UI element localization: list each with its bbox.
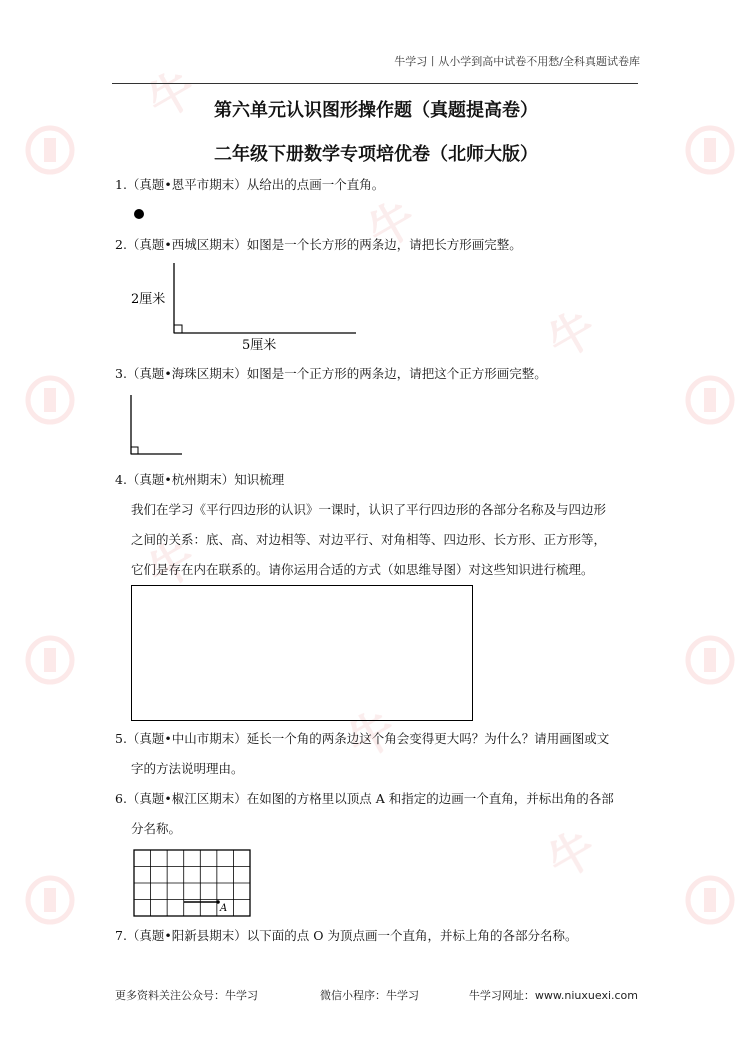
- question-5: 5.（真题•中山市期末）延长一个角的两条边这个角会变得更大吗？为什么？请用画图或文: [115, 731, 610, 746]
- question-4-body-line: 之间的关系：底、高、对边相等、对边平行、对角相等、四边形、长方形、正方形等，: [131, 532, 607, 547]
- footer-right: 牛学习网址：www.niuxuexi.com: [468, 989, 638, 1002]
- q1-point-figure: [130, 205, 150, 225]
- page-title: 第六单元认识图形操作题（真题提高卷）: [214, 100, 538, 121]
- footer-left: 更多资料关注公众号：牛学习: [115, 989, 258, 1002]
- q3-right-angle-mark: [131, 447, 138, 454]
- question-4-body-line: 它们是存在内在联系的。请你运用合适的方式（如思维导图）对这些知识进行梳理。: [131, 562, 594, 577]
- q2-right-angle-mark: [174, 325, 182, 333]
- question-6: 6.（真题•椒江区期末）在如图的方格里以顶点 A 和指定的边画一个直角，并标出角的各部: [115, 791, 614, 806]
- q6-grid-lines: [134, 850, 250, 916]
- question-7: 7.（真题•阳新县期末）以下面的点 O 为顶点画一个直角，并标上角的各部分名称。: [115, 928, 578, 943]
- page-subtitle: 二年级下册数学专项培优卷（北师大版）: [214, 144, 538, 165]
- watermark-char: 牛: [538, 819, 606, 890]
- q2-label-bottom: 5厘米: [242, 338, 277, 353]
- watermark-char: 牛: [138, 529, 206, 600]
- header-divider: [112, 83, 638, 84]
- question-5-continuation: 字的方法说明理由。: [131, 761, 244, 776]
- question-4: 4.（真题•杭州期末）知识梳理: [115, 472, 285, 487]
- q2-label-side: 2厘米: [131, 292, 166, 307]
- footer-middle: 微信小程序：牛学习: [320, 989, 419, 1002]
- watermark-char: 牛: [338, 699, 406, 770]
- question-6-continuation: 分名称。: [131, 821, 182, 836]
- watermark-char: 牛: [138, 59, 206, 130]
- question-3: 3.（真题•海珠区期末）如图是一个正方形的两条边，请把这个正方形画完整。: [115, 366, 547, 381]
- question-2: 2.（真题•西城区期末）如图是一个长方形的两条边，请把长方形画完整。: [115, 237, 522, 252]
- q1-point: [134, 209, 144, 219]
- question-4-body-line: 我们在学习《平行四边形的认识》一课时，认识了平行四边形的各部分名称及与四边形: [131, 502, 607, 517]
- answer-box[interactable]: [131, 585, 473, 721]
- watermark-char: 牛: [538, 299, 606, 370]
- q6-grid-figure: [130, 846, 255, 921]
- watermark-char: 牛: [358, 189, 426, 260]
- header-text: 牛学习丨从小学到高中试卷不用愁/全科真题试卷库: [394, 55, 640, 68]
- q2-rectangle-figure: [120, 258, 380, 358]
- q3-square-figure: [120, 390, 220, 460]
- question-1: 1.（真题•恩平市期末）从给出的点画一个直角。: [115, 177, 385, 192]
- q6-point-label: A: [220, 903, 228, 914]
